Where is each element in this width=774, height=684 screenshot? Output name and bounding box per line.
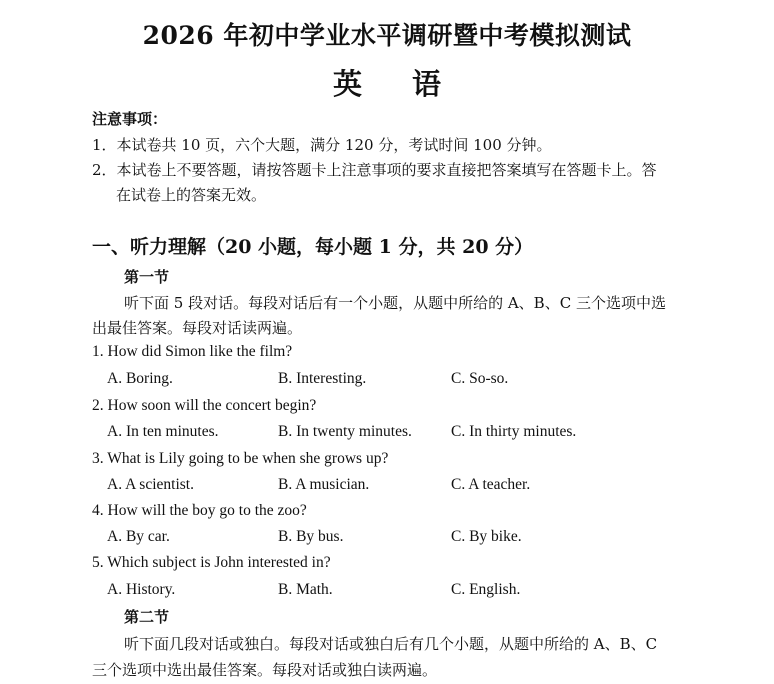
question-1-option-b: B. Interesting.	[278, 370, 367, 387]
question-3-option-c: C. A teacher.	[451, 476, 531, 493]
section-1-heading: 一、听力理解（20 小题，每小题 1 分，共 20 分）	[92, 236, 534, 258]
question-4-option-c: C. By bike.	[451, 528, 522, 545]
notice-item-2-line-1: 2．本试卷上不要答题，请按答题卡上注意事项的要求直接把答案填写在答题卡上。答	[92, 161, 657, 179]
question-3: 3. What is Lily going to be when she grows up?	[92, 450, 389, 467]
question-4: 4. How will the boy go to the zoo?	[92, 502, 307, 519]
question-1-option-c: C. So-so.	[451, 370, 509, 387]
notice-item-1: 1．本试卷共 10 页，六个大题，满分 120 分，考试时间 100 分钟。	[92, 136, 552, 154]
notice-item-2-line-2: 在试卷上的答案无效。	[116, 186, 267, 204]
question-5-option-a: A. History.	[107, 581, 176, 598]
question-5-option-b: B. Math.	[278, 581, 333, 598]
question-2: 2. How soon will the concert begin?	[92, 397, 317, 414]
question-4-option-a: A. By car.	[107, 528, 170, 545]
part-2-instruction-line-1: 听下面几段对话或独白。每段对话或独白后有几个小题，从题中所给的 A、B、C	[124, 635, 658, 653]
question-5: 5. Which subject is John interested in?	[92, 554, 331, 571]
question-2-option-c: C. In thirty minutes.	[451, 423, 577, 440]
question-5-option-c: C. English.	[451, 581, 521, 598]
question-4-option-b: B. By bus.	[278, 528, 344, 545]
exam-title: 2026 年初中学业水平调研暨中考模拟测试	[142, 21, 632, 50]
part-2-heading: 第二节	[124, 608, 170, 626]
part-1-instruction-line-1: 听下面 5 段对话。每段对话后有一个小题，从题中所给的 A、B、C 三个选项中选	[124, 294, 666, 312]
part-1-instruction-line-2: 出最佳答案。每段对话读两遍。	[92, 319, 303, 337]
part-1-heading: 第一节	[124, 268, 170, 286]
part-2-instruction-line-2: 三个选项中选出最佳答案。每段对话或独白读两遍。	[92, 661, 438, 679]
question-2-option-a: A. In ten minutes.	[107, 423, 219, 440]
question-3-option-b: B. A musician.	[278, 476, 370, 493]
question-3-option-a: A. A scientist.	[107, 476, 194, 493]
question-1-option-a: A. Boring.	[107, 370, 173, 387]
subject-title: 英语	[332, 67, 491, 101]
notice-heading: 注意事项：	[92, 110, 168, 128]
question-1: 1. How did Simon like the film?	[92, 343, 293, 360]
question-2-option-b: B. In twenty minutes.	[278, 423, 412, 440]
